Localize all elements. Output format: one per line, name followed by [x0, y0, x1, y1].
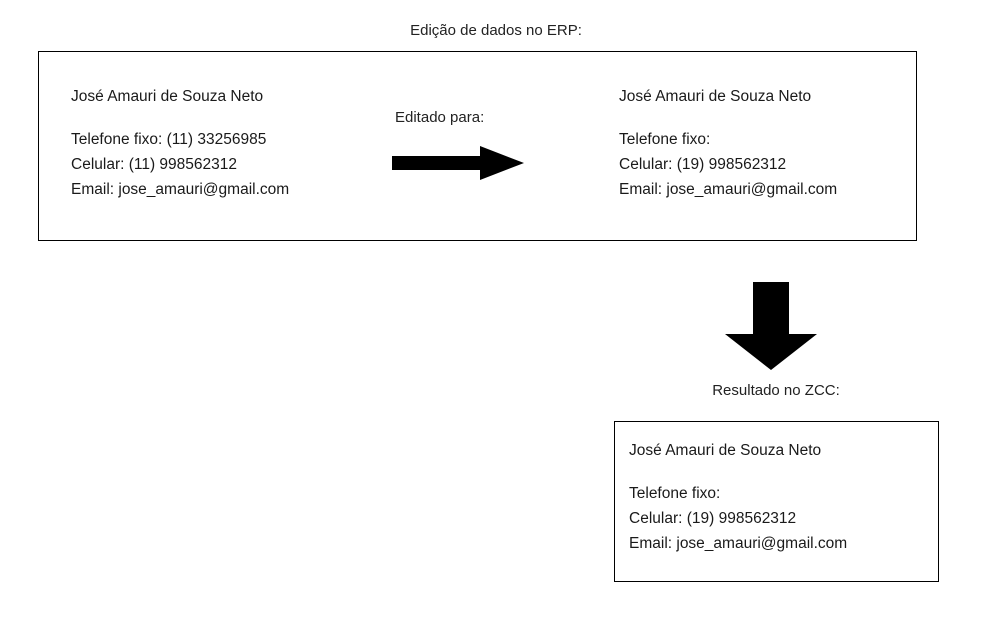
zcc-result-box	[614, 421, 939, 582]
erp-section-caption: Edição de dados no ERP:	[410, 22, 582, 39]
contact-phone-after: Telefone fixo:	[619, 131, 711, 148]
zcc-contact-name: José Amauri de Souza Neto	[629, 442, 822, 459]
erp-contact-card-after	[619, 84, 837, 202]
arrow-down-icon	[715, 282, 827, 370]
contact-phone-before: Telefone fixo: (11) 33256985	[71, 131, 267, 148]
edited-to-label: Editado para:	[395, 109, 485, 126]
contact-mobile-before: Celular: (11) 998562312	[71, 156, 238, 173]
zcc-contact-mobile: Celular: (19) 998562312	[629, 510, 797, 527]
zcc-contact-email: Email: jose_amauri@gmail.com	[629, 535, 848, 552]
contact-mobile-after: Celular: (19) 998562312	[619, 156, 787, 173]
contact-name-before: José Amauri de Souza Neto	[71, 88, 264, 105]
contact-email-after: Email: jose_amauri@gmail.com	[619, 181, 838, 198]
zcc-section-caption: Resultado no ZCC:	[712, 382, 840, 399]
contact-name-after: José Amauri de Souza Neto	[619, 88, 812, 105]
erp-contact-card-before	[71, 84, 289, 202]
contact-email-before: Email: jose_amauri@gmail.com	[71, 181, 290, 198]
zcc-contact-phone: Telefone fixo:	[629, 485, 721, 502]
arrow-right-icon	[392, 146, 524, 180]
zcc-contact-card	[629, 438, 847, 556]
